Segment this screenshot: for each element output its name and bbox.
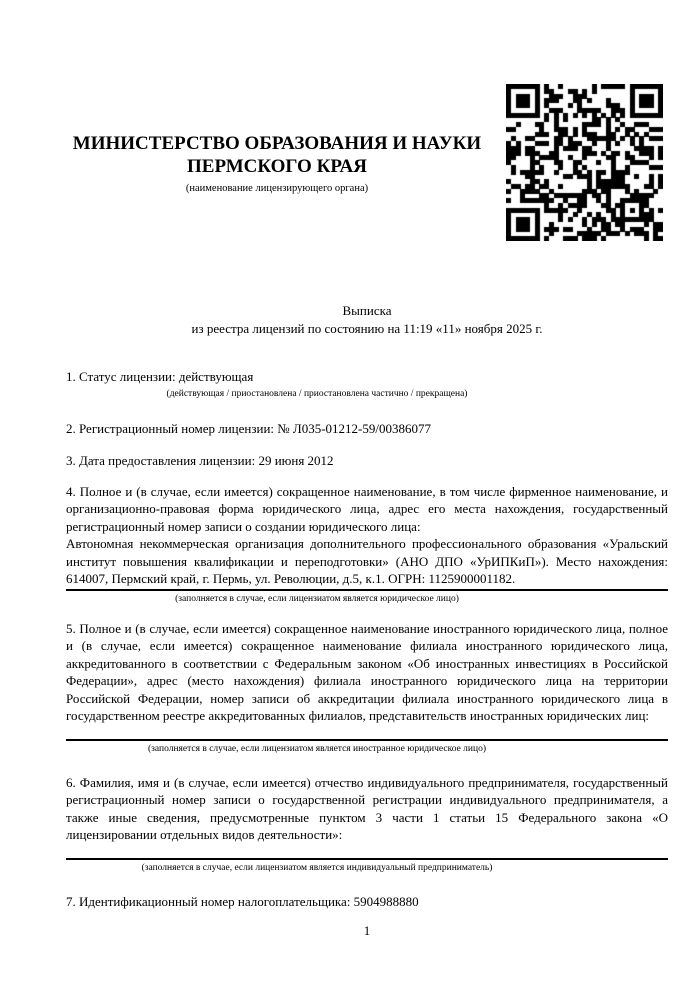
item-7-taxpayer-id — [66, 893, 668, 910]
item-4-text: 4. Полное и (в случае, если имеется) сокращенное наименование, в том числе фирменное наименование, и организационно-правовая форма юридического лица, адрес его места нахождения, государственный регистрационный номер записи о создании юридического лица: — [66, 484, 668, 534]
item-6-entrepreneur — [66, 774, 668, 874]
item-4-field-rule — [66, 589, 668, 591]
item-6-field-rule — [66, 858, 668, 860]
item-1-text: 1. Статус лицензии: действующая — [66, 369, 254, 384]
item-1-caption: (действующая / приостановлена / приостановлена частично / прекращена) — [166, 389, 468, 400]
ministry-name-line1: МИНИСТЕРСТВО ОБРАЗОВАНИЯ И НАУКИ — [72, 133, 482, 154]
document-title: Выписка — [342, 303, 392, 318]
item-5-caption: (заполняется в случае, если лицензиатом является иностранное юридическое лицо) — [148, 744, 486, 755]
item-5-field-rule — [66, 739, 668, 741]
item-6-text: 6. Фамилия, имя и (в случае, если имеется) отчество индивидуального предпринимателя, государственный регистрационный номер записи о государственной регистрации индивидуального предпринимателя, а также иные сведения, предусмотренные пунктом 3 части 1 статьи 15 Федерального закона «О лицензировании отдельных видов деятельности»: — [66, 775, 668, 843]
item-3-text: 3. Дата предоставления лицензии: 29 июня 2012 — [66, 453, 334, 468]
item-2-registration-number — [66, 420, 668, 437]
ministry-header — [66, 132, 488, 195]
item-1-license-status — [66, 368, 668, 400]
item-3-grant-date — [66, 452, 668, 469]
item-5-foreign-entity — [66, 620, 668, 755]
item-6-caption: (заполняется в случае, если лицензиатом является индивидуальный предприниматель) — [141, 862, 493, 873]
item-5-text: 5. Полное и (в случае, если имеется) сокращенное наименование иностранного юридического лица, полное и (в случае, если имеется) сокращенное наименование филиала иностранного юридического лица, аккредитованного в соответствии с Федеральным законом «Об иностранных инвестициях в Российской Федерации», адрес (место нахождения) филиала иностранного юридического лица на территории Российской Федерации, номер записи об аккредитации филиала иностранного юридического лица в государственном реестре аккредитованных филиалов, представительств иностранных юридических лиц: — [66, 621, 668, 724]
item-4-caption: (заполняется в случае, если лицензиатом является юридическое лицо) — [175, 594, 459, 605]
document-subtitle: из реестра лицензий по состоянию на 11:19 «11» ноября 2025 г. — [191, 321, 543, 336]
item-7-text: 7. Идентификационный номер налогоплательщика: 5904988880 — [66, 894, 419, 909]
item-4-value: Автономная некоммерческая организация дополнительного профессионального образования «Уральский институт повышения квалификации и переподготовки» (АНО ДПО «УрИПКиП»). Место нахождения: 614007, Пермский край, г. Пермь, ул. Революции, д.5, к.1. ОГРН: 1125900001182. — [66, 536, 668, 587]
qr-code-icon — [506, 84, 663, 241]
document-title-block — [66, 302, 668, 338]
ministry-name-line2: ПЕРМСКОГО КРАЯ — [187, 156, 367, 177]
ministry-caption: (наименование лицензирующего органа) — [185, 183, 369, 194]
page-number: 1 — [363, 923, 371, 938]
item-4-legal-entity — [66, 483, 668, 605]
item-2-text: 2. Регистрационный номер лицензии: № Л035-01212-59/00386077 — [66, 421, 432, 436]
